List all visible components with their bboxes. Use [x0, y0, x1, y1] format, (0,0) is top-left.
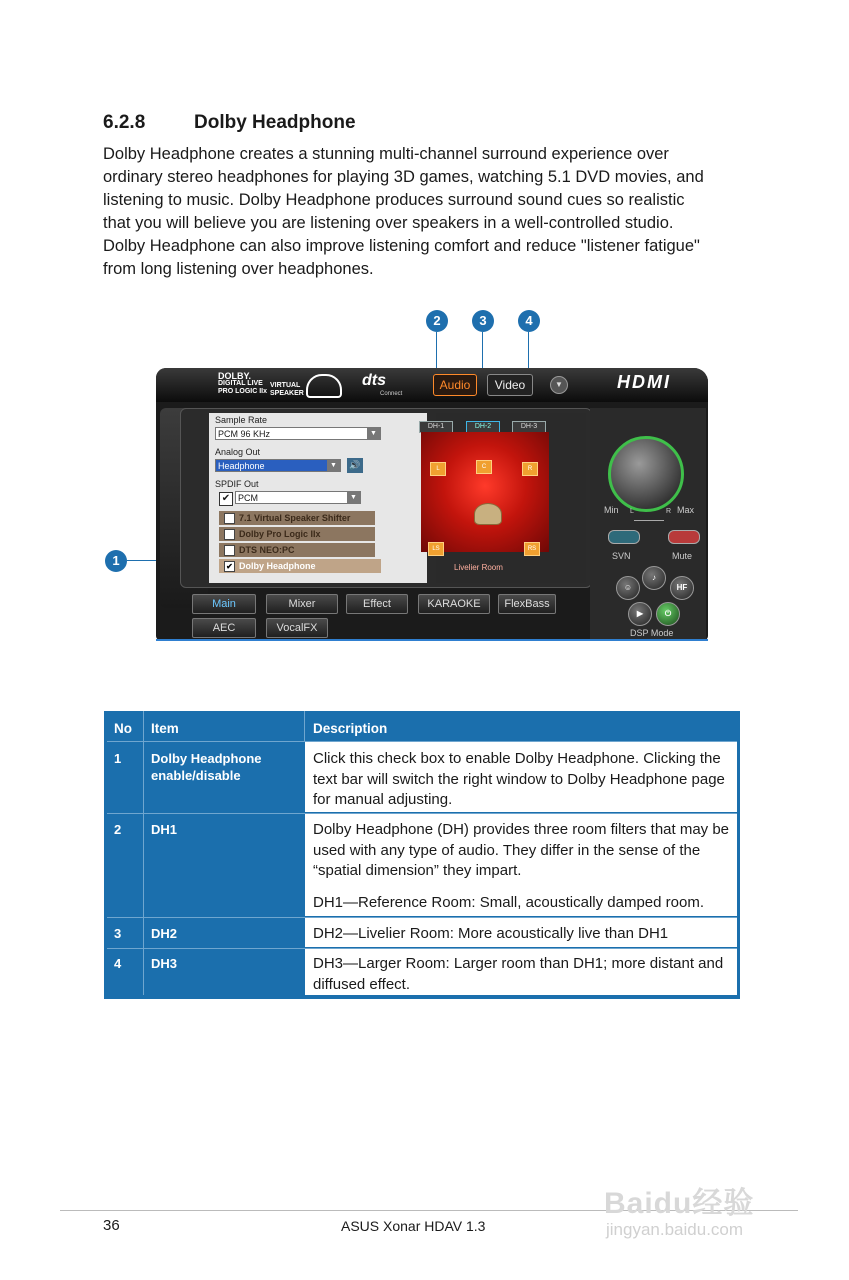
row-divider: [107, 741, 737, 742]
tab-audio[interactable]: Audio: [433, 374, 477, 396]
virtual-speaker-logo: [270, 382, 304, 398]
dh2-button[interactable]: DH-2: [466, 421, 500, 433]
row-item: DH2: [151, 926, 178, 941]
knob-max-label: Max: [677, 505, 695, 515]
option-virtual-speaker-shifter[interactable]: [219, 511, 375, 525]
intro-line: that you will believe you are listening over speakers in a well-controlled studio.: [103, 214, 674, 232]
chevron-down-icon: ▼: [367, 428, 380, 439]
chevron-down-icon: ▼: [327, 460, 340, 471]
speaker-right: R: [522, 462, 538, 476]
option-dolby-pro-logic[interactable]: [219, 527, 375, 541]
speaker-left: L: [430, 462, 446, 476]
knob-min-label: Min: [604, 505, 619, 515]
intro-line: ordinary stereo headphones for playing 3D games, watching 5.1 DVD movies, and: [103, 168, 704, 186]
page-number: 36: [103, 1217, 120, 1234]
watermark: [600, 1160, 800, 1250]
option-checkbox[interactable]: [224, 545, 235, 556]
intro-paragraph: [103, 143, 753, 281]
virtual-speaker-text: SPEAKER: [270, 390, 304, 397]
row-no: 3: [114, 926, 122, 941]
balance-r-label: R: [666, 508, 672, 515]
header-no: No: [114, 721, 132, 736]
nav-flexbass[interactable]: FlexBass: [498, 594, 556, 614]
callout-2: 2: [426, 310, 448, 332]
room-visualization: [421, 432, 549, 552]
dsp-power-icon[interactable]: ⏻: [656, 602, 680, 626]
nav-aec[interactable]: AEC: [192, 618, 256, 638]
mute-label: Mute: [672, 551, 693, 561]
section-number: 6.2.8: [103, 112, 146, 133]
row-description: DH1—Reference Room: Small, acoustically damped room.: [313, 894, 704, 911]
analog-out-label: Analog Out: [215, 447, 261, 457]
row-divider: [107, 813, 737, 814]
intro-line: from long listening over headphones.: [103, 260, 374, 278]
column-divider: [143, 711, 144, 995]
header-item: Item: [151, 721, 179, 736]
row-item: Dolby Headphone enable/disable: [151, 751, 262, 783]
dropdown-icon[interactable]: ▼: [550, 376, 568, 394]
option-label: Dolby Headphone: [239, 561, 316, 571]
watermark-brand: Baidu经验: [604, 1187, 755, 1220]
spdif-value: PCM: [238, 493, 258, 503]
room-label: Livelier Room: [454, 563, 503, 572]
row-description: Click this check box to enable Dolby Headphone. Clicking the text bar will switch the right window to Dolby Headphone page for manual adjusting.: [313, 750, 725, 808]
option-checkbox[interactable]: [224, 529, 235, 540]
dts-logo: dts: [362, 372, 386, 389]
dts-logo-sub: Connect: [380, 391, 403, 397]
speaker-icon[interactable]: 🔊: [347, 458, 363, 473]
svn-toggle[interactable]: [608, 530, 640, 544]
analog-out-select[interactable]: [215, 459, 341, 472]
row-divider: [107, 917, 737, 918]
row-no: 4: [114, 956, 122, 971]
intro-line: listening to music. Dolby Headphone produces surround sound cues so realistic: [103, 191, 685, 209]
option-dolby-headphone[interactable]: [219, 559, 381, 573]
dsp-mode-label: DSP Mode: [630, 628, 674, 638]
option-checkbox[interactable]: [224, 513, 235, 524]
nav-main[interactable]: Main: [192, 594, 256, 614]
callout-4: 4: [518, 310, 540, 332]
screenshot-underline: [156, 639, 708, 641]
dh1-button[interactable]: DH-1: [419, 421, 453, 433]
row-no: 2: [114, 822, 122, 837]
balance-slider[interactable]: [634, 520, 664, 521]
hdmi-logo: HDMI: [617, 372, 671, 392]
sample-rate-label: Sample Rate: [215, 415, 268, 425]
option-checkbox[interactable]: ✔: [224, 561, 235, 572]
balance-l-label: L: [630, 508, 634, 515]
speaker-left-surround: LS: [428, 542, 444, 556]
callout-3: 3: [472, 310, 494, 332]
volume-knob[interactable]: [608, 436, 684, 512]
speaker-center: C: [476, 460, 492, 474]
sample-rate-select[interactable]: [215, 427, 381, 440]
nav-karaoke[interactable]: KARAOKE: [418, 594, 490, 614]
settings-panel: [209, 413, 427, 583]
spdif-label: SPDIF Out: [215, 479, 259, 489]
audio-center-screenshot: [156, 368, 708, 640]
chevron-down-icon: ▼: [347, 492, 360, 503]
svn-label: SVN: [612, 551, 631, 561]
row-description: Dolby Headphone (DH) provides three room filters that may be used with any type of audio. They differ in the sense of the “spatial dimension” they impart.: [313, 821, 730, 879]
virtual-speaker-text: VIRTUAL: [270, 382, 301, 389]
hf-button[interactable]: HF: [670, 576, 694, 600]
dolby-logo-sub: DIGITAL LIVE: [218, 380, 263, 387]
nav-vocalfx[interactable]: VocalFX: [266, 618, 328, 638]
callout-1: 1: [105, 550, 127, 572]
speaker-right-surround: RS: [524, 542, 540, 556]
listener-icon: [474, 503, 502, 525]
row-divider: [107, 948, 737, 949]
spdif-checkbox[interactable]: ✔: [219, 492, 233, 506]
footer-title: ASUS Xonar HDAV 1.3: [341, 1218, 486, 1234]
row-description: DH2—Livelier Room: More acoustically live than DH1: [313, 925, 669, 942]
option-label: 7.1 Virtual Speaker Shifter: [239, 513, 351, 523]
dsp-music-icon[interactable]: ♪: [642, 566, 666, 590]
row-item: DH3: [151, 956, 178, 971]
sample-rate-value: PCM 96 KHz: [218, 429, 271, 439]
headphone-icon: [306, 374, 342, 398]
column-divider: [304, 711, 305, 741]
row-no: 1: [114, 751, 122, 766]
tab-video[interactable]: Video: [487, 374, 533, 396]
intro-line: Dolby Headphone can also improve listening comfort and reduce "listener fatigue": [103, 237, 700, 255]
nav-effect[interactable]: Effect: [346, 594, 408, 614]
header-description: Description: [313, 721, 388, 736]
description-table: [104, 711, 740, 999]
dolby-logo: [218, 372, 267, 396]
option-label: Dolby Pro Logic IIx: [239, 529, 321, 539]
dsp-movie-icon[interactable]: ▶: [628, 602, 652, 626]
intro-line: Dolby Headphone creates a stunning multi-channel surround experience over: [103, 145, 669, 163]
dh3-button[interactable]: DH-3: [512, 421, 546, 433]
analog-out-value: Headphone: [218, 461, 265, 471]
dolby-logo-sub: PRO LOGIC IIx: [218, 388, 268, 395]
option-dts-neo[interactable]: [219, 543, 375, 557]
mute-toggle[interactable]: [668, 530, 700, 544]
watermark-url: jingyan.baidu.com: [606, 1220, 744, 1239]
dolby-logo-text: DOLBY.: [218, 371, 252, 381]
nav-mixer[interactable]: Mixer: [266, 594, 338, 614]
dsp-game-icon[interactable]: ☺: [616, 576, 640, 600]
spdif-select[interactable]: [235, 491, 361, 504]
option-label: DTS NEO:PC: [239, 545, 295, 555]
row-description: DH3—Larger Room: Larger room than DH1; more distant and diffused effect.: [313, 955, 724, 993]
section-title: Dolby Headphone: [194, 112, 356, 133]
row-item: DH1: [151, 822, 178, 837]
